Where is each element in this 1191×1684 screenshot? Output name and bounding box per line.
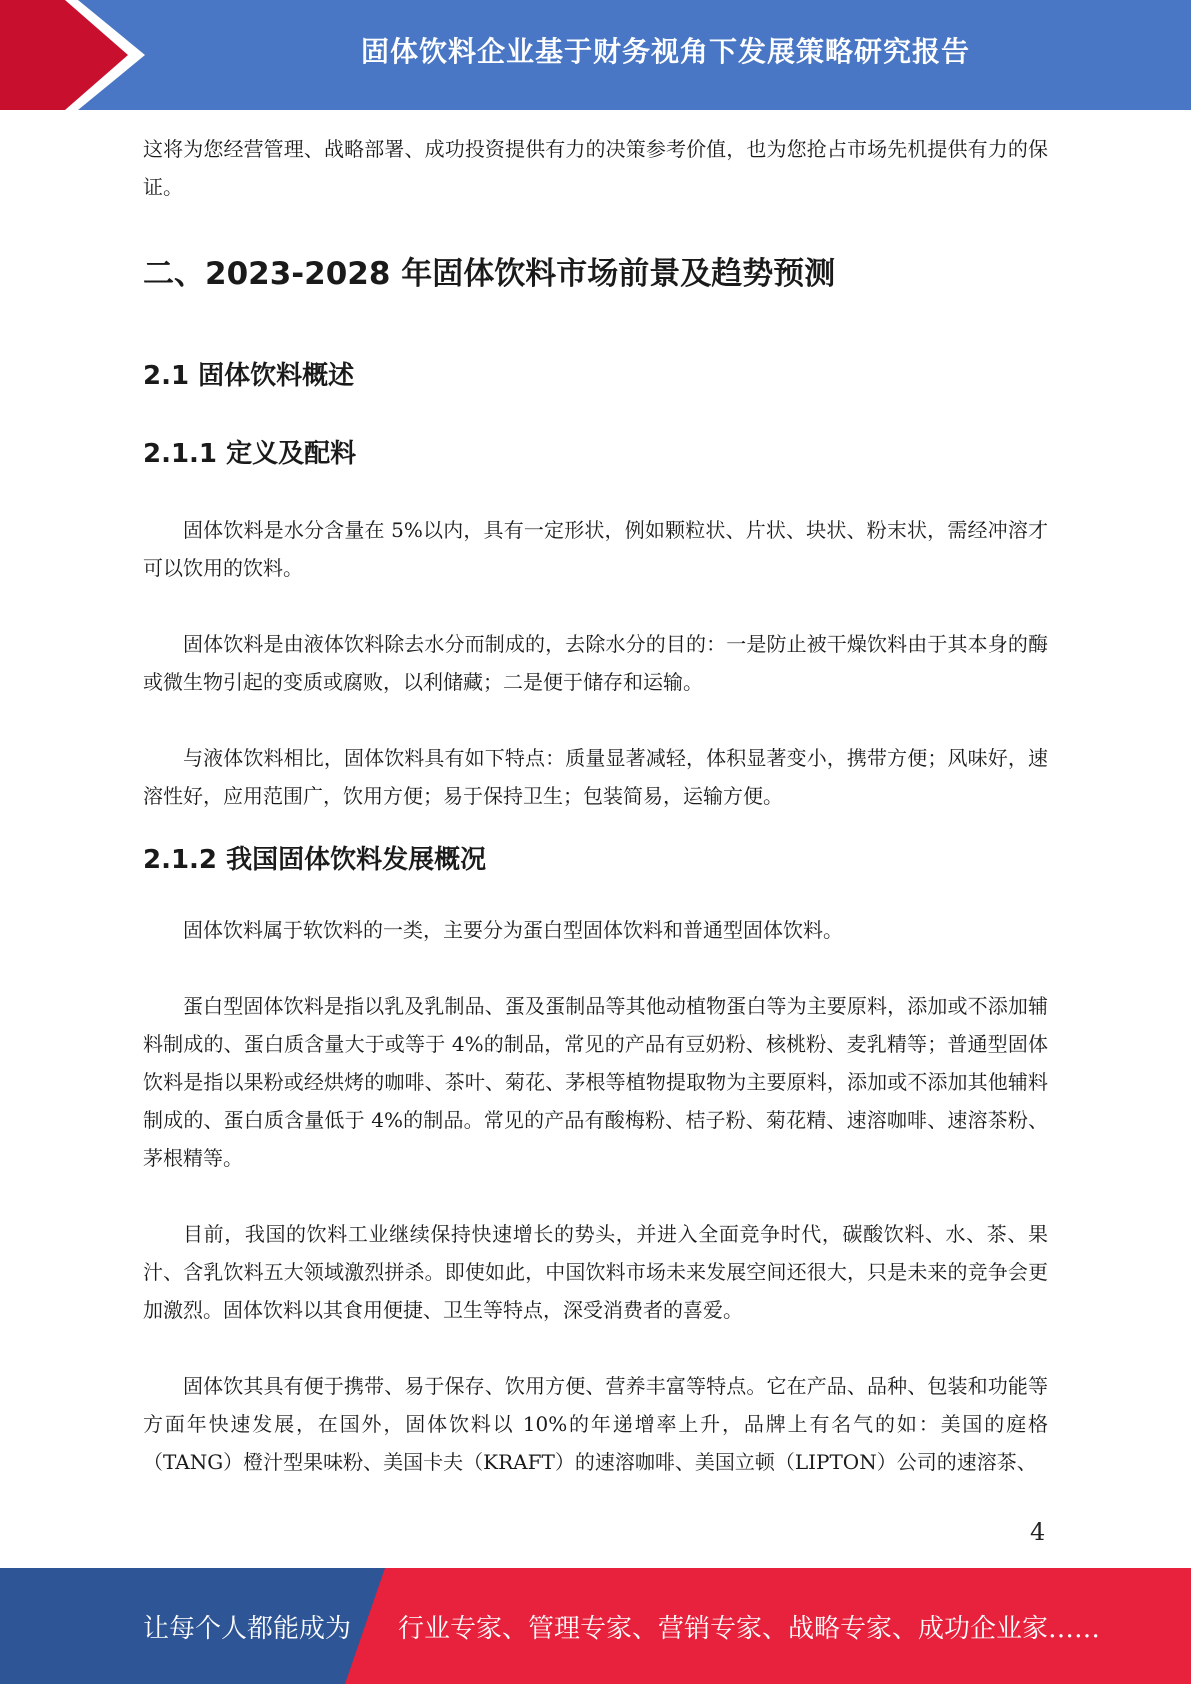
subsection-2-1-title: 2.1 固体饮料概述 (143, 361, 355, 391)
subsection-2-1-1-title: 2.1.1 定义及配料 (143, 439, 357, 469)
footer-slogan-right: 行业专家、管理专家、营销专家、战略专家、成功企业家…… (398, 1613, 1101, 1644)
report-title: 固体饮料企业基于财务视角下发展策略研究报告 (360, 35, 970, 68)
development-paragraph-3: 目前，我国的饮料工业继续保持快速增长的势头，并进入全面竞争时代，碳酸饮料、水、茶、果汁、含乳饮料五大领域激烈拼杀。即使如此，中国饮料市场未来发展空间还很大，只是未来的竞争会更加激烈。固体饮料以其食用便捷、卫生等特点，深受消费者的喜爱。 (143, 1222, 1048, 1322)
footer-slogan-left: 让每个人都能成为 (143, 1613, 352, 1644)
intro-paragraph: 这将为您经营管理、战略部署、成功投资提供有力的决策参考价值，也为您抢占市场先机提供有力的保证。 (143, 137, 1048, 199)
subsection-2-1-2-title: 2.1.2 我国固体饮料发展概况 (143, 845, 487, 875)
definition-paragraph-3: 与液体饮料相比，固体饮料具有如下特点：质量显著减轻，体积显著变小，携带方便；风味好，速溶性好，应用范围广，饮用方便；易于保持卫生；包装简易，运输方便。 (143, 746, 1048, 808)
page-number: 4 (1030, 1518, 1046, 1546)
section-title: 二、2023-2028 年固体饮料市场前景及趋势预测 (143, 256, 836, 292)
definition-paragraph-2: 固体饮料是由液体饮料除去水分而制成的，去除水分的目的：一是防止被干燥饮料由于其本身的酶或微生物引起的变质或腐败，以利储藏；二是便于储存和运输。 (143, 632, 1048, 694)
development-paragraph-1: 固体饮料属于软饮料的一类，主要分为蛋白型固体饮料和普通型固体饮料。 (183, 918, 843, 942)
development-paragraph-2: 蛋白型固体饮料是指以乳及乳制品、蛋及蛋制品等其他动植物蛋白等为主要原料，添加或不添加辅料制成的、蛋白质含量大于或等于 4%的制品，常见的产品有豆奶粉、核桃粉、麦乳精等；普通型固体饮料是指以果粉或经烘烤的咖啡、茶叶、菊花、茅根等植物提取物为主要原料，添加或不添加其他辅料制成的、蛋白质含量低于 4%的制品。常见的产品有酸梅粉、桔子粉、菊花精、速溶咖啡、速溶茶粉、茅根精等。 (143, 994, 1048, 1170)
development-paragraph-4: 固体饮其具有便于携带、易于保存、饮用方便、营养丰富等特点。它在产品、品种、包装和功能等方面年快速发展，在国外，固体饮料以 10%的年递增率上升，品牌上有名气的如：美国的庭格（TANG）橙汁型果味粉、美国卡夫（KRAFT）的速溶咖啡、美国立顿（LIPTON）公司的速溶茶、 (143, 1374, 1048, 1474)
page-footer (0, 1568, 1191, 1684)
page-content (143, 130, 1048, 1481)
definition-paragraph-1: 固体饮料是水分含量在 5%以内，具有一定形状，例如颗粒状、片状、块状、粉末状，需经冲溶才可以饮用的饮料。 (143, 518, 1048, 580)
page-header (0, 0, 1191, 110)
